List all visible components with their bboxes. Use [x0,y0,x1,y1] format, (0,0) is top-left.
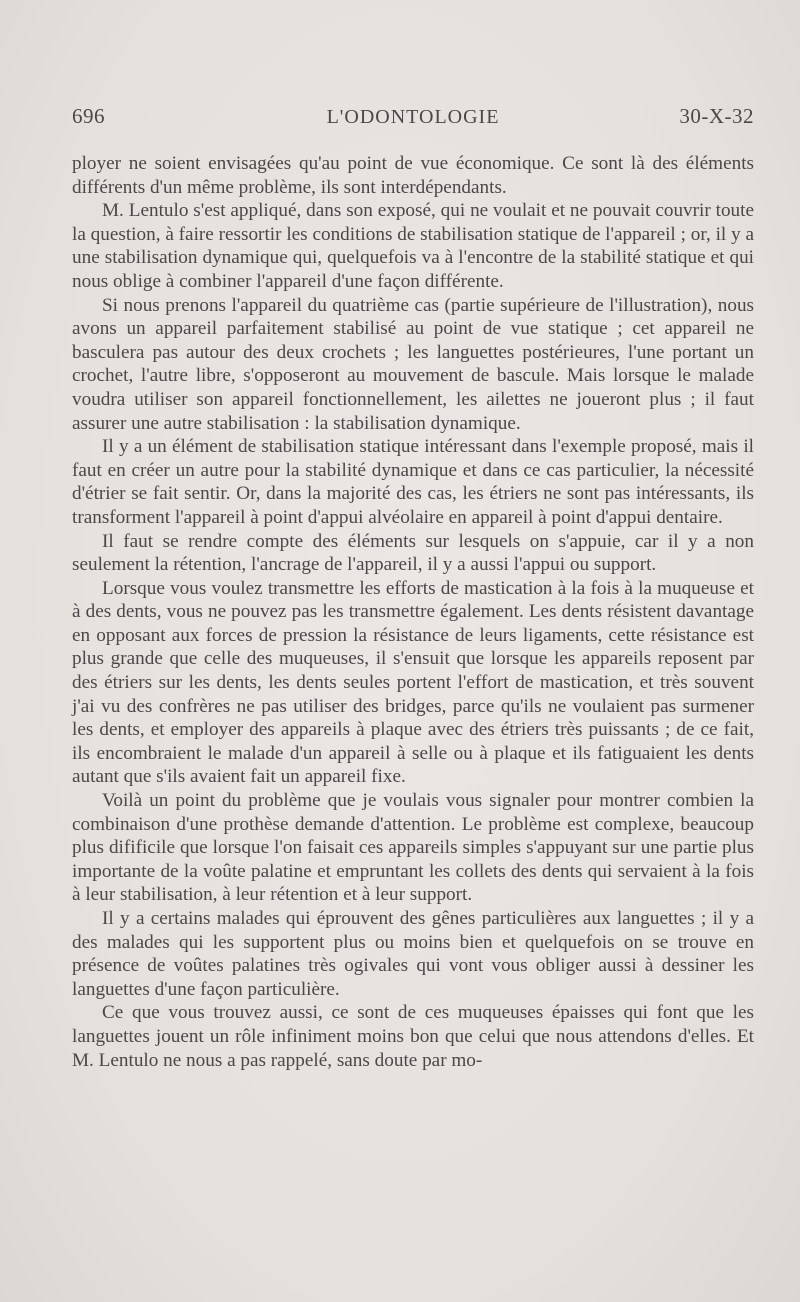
paragraph: Il y a un élément de stabilisation statique intéressant dans l'exemple proposé, mais il faut en créer un autre pour la stabilité dynamique et dans ce cas particulier, la nécessité d'étrier se fait sentir. Or, dans la majorité des cas, les étriers ne sont pas intéressants, ils transforment l'appareil à point d'appui alvéolaire en appareil à point d'appui dentaire. [72,436,754,528]
paragraph: Il y a certains malades qui éprouvent des gênes particulières aux languettes ; il y a des malades qui les supportent plus ou moins bien et quelquefois on se trouve en présence de voûtes palatines très ogivales qui vont vous obliger aussi à dessiner les languettes d'une façon particulière. [72,908,754,1000]
page-number: 696 [72,104,105,128]
paragraph: ployer ne soient envisagées qu'au point de vue économique. Ce sont là des éléments différents d'un même problème, ils sont interdépendants. [72,153,754,198]
paragraph: Voilà un point du problème que je voulais vous signaler pour montrer combien la combinaison d'une prothèse demande d'attention. Le problème est complexe, beaucoup plus difificile que lorsque l'on faisait ces appareils simples s'appuyant sur une partie plus importante de la voûte palatine et empruntant les collets des dents qui servaient à la fois à leur stabilisation, à leur rétention et à leur support. [72,790,754,906]
journal-title: L'ODONTOLOGIE [326,106,500,128]
paragraph: Lorsque vous voulez transmettre les efforts de mastication à la fois à la muqueuse et à des dents, vous ne pouvez pas les transmettre également. Les dents résistent davantage en opposant aux forces de pression la résistance de leurs ligaments, cette résistance est plus grande que celle des muqueuses, il s'ensuit que lorsque les appareils reposent par des étriers sur les dents, les dents seules portent l'effort de mastication, et très souvent j'ai vu des confrères ne pas utiliser des bridges, parce qu'ils ne voulaient pas surmener les dents, et employer des appareils à plaque avec des étriers très puissants ; de ce fait, ils encombraient le malade d'un appareil à selle ou à plaque et ils fatiguaient les dents autant que s'ils avaient fait un appareil fixe. [72,577,754,788]
paragraph: M. Lentulo s'est appliqué, dans son exposé, qui ne voulait et ne pouvait couvrir toute la question, à faire ressortir les conditions de stabilisation statique de l'appareil ; or, il y a une stabilisation dynamique qui, quelquefois va à l'encontre de la stabilité statique et qui nous oblige à combiner l'appareil d'une façon différente. [72,200,754,292]
paragraph: Il faut se rendre compte des éléments sur lesquels on s'appuie, car il y a non seulement la rétention, l'ancrage de l'appareil, il y a aussi l'appui ou support. [72,530,754,576]
article-body [72,152,754,1072]
paragraph: Si nous prenons l'appareil du quatrième cas (partie supérieure de l'illustration), nous avons un appareil parfaitement stabilisé au point de vue statique ; cet appareil ne basculera pas autour des deux crochets ; les languettes postérieures, l'une portant un crochet, l'autre libre, s'opposeront au mouvement de bascule. Mais lorsque le malade voudra utiliser son appareil fonctionnellement, les ailettes ne joueront plus ; il faut assurer une autre stabilisation : la stabilisation dynamique. [72,294,754,434]
issue-date: 30-X-32 [679,104,754,128]
running-header [72,104,754,134]
paragraph: Ce que vous trouvez aussi, ce sont de ces muqueuses épaisses qui font que les languettes jouent un rôle infiniment moins bon que celui que nous attendons d'elles. Et M. Lentulo ne nous a pas rappelé, sans doute par mo- [72,1002,754,1071]
